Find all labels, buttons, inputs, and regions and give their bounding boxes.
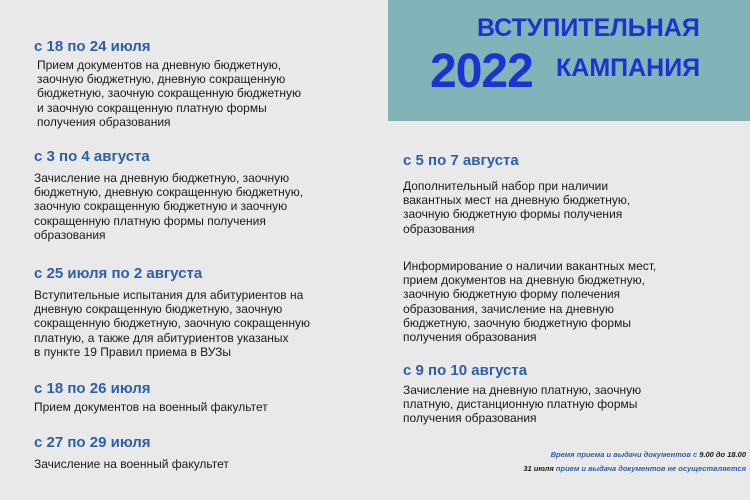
schedule-item-entrance-exams: [34, 265, 310, 359]
schedule-period: с 18 по 26 июля: [34, 380, 151, 397]
schedule-description: Прием документов на военный факультет: [34, 400, 268, 414]
closed-day-date: 31 июля: [523, 464, 556, 473]
schedule-description: Зачисление на дневную платную, заочную платную, дистанционную платную формы получения образования: [403, 383, 642, 426]
office-hours-label: Время приема и выдачи документов с: [550, 450, 700, 459]
schedule-period: с 27 по 29 июля: [34, 434, 151, 451]
schedule-item-military-docs: [34, 380, 268, 414]
schedule-item-military-enrollment: [34, 434, 229, 471]
schedule-description: Зачисление на военный факультет: [34, 457, 229, 471]
schedule-period: с 5 по 7 августа: [403, 152, 519, 169]
schedule-period: с 3 по 4 августа: [34, 148, 150, 165]
banner-title-line1: ВСТУПИТЕЛЬНАЯ: [477, 14, 700, 42]
schedule-period: с 18 по 24 июля: [34, 38, 151, 55]
schedule-item-doc-acceptance: [34, 38, 301, 129]
banner-year: 2022: [430, 45, 533, 98]
schedule-period: с 25 июля по 2 августа: [34, 265, 203, 282]
schedule-item-vacancy-info: [403, 259, 656, 344]
schedule-description: Дополнительный набор при наличии вакантных мест на дневную бюджетную, заочную бюджетную формы получения образования: [403, 179, 631, 236]
schedule-item-paid-enrollment: [403, 362, 641, 426]
closed-day-text: прием и выдача документов не осуществляется: [555, 464, 746, 473]
schedule-description: Зачисление на дневную бюджетную, заочную бюджетную, дневную сокращенную бюджетную, заочную сокращенную бюджетную и заочную сокращенную платную формы получения образования: [34, 171, 304, 242]
schedule-description: Прием документов на дневную бюджетную, заочную бюджетную, дневную сокращенную бюджетную, заочную сокращенную бюджетную и заочную сокращенную платную формы получения образования: [37, 58, 301, 129]
schedule-description: Вступительные испытания для абитуриентов на дневную сокращенную бюджетную, заочную сокращенную бюджетную, заочную сокращенную платную, а также для абитуриентов указаных в пункте 19 Правил приема в ВУЗы: [34, 288, 310, 359]
office-hours-line: [430, 448, 746, 462]
schedule-item-additional-set: [403, 152, 630, 236]
schedule-item-enrollment: [34, 148, 303, 242]
schedule-description: Информирование о наличии вакантных мест, прием документов на дневную бюджетную, заочную бюджетную форму полечения образования, зачисление на дневную бюджетную, заочную бюджетную формы получения образования: [403, 259, 657, 345]
banner-title-line2: КАМПАНИЯ: [556, 54, 701, 82]
office-hours-time: 9.00 до 18.00: [699, 450, 746, 459]
schedule-period: с 9 по 10 августа: [403, 362, 528, 379]
office-hours-note: [430, 448, 746, 476]
closed-day-line: [430, 462, 746, 476]
